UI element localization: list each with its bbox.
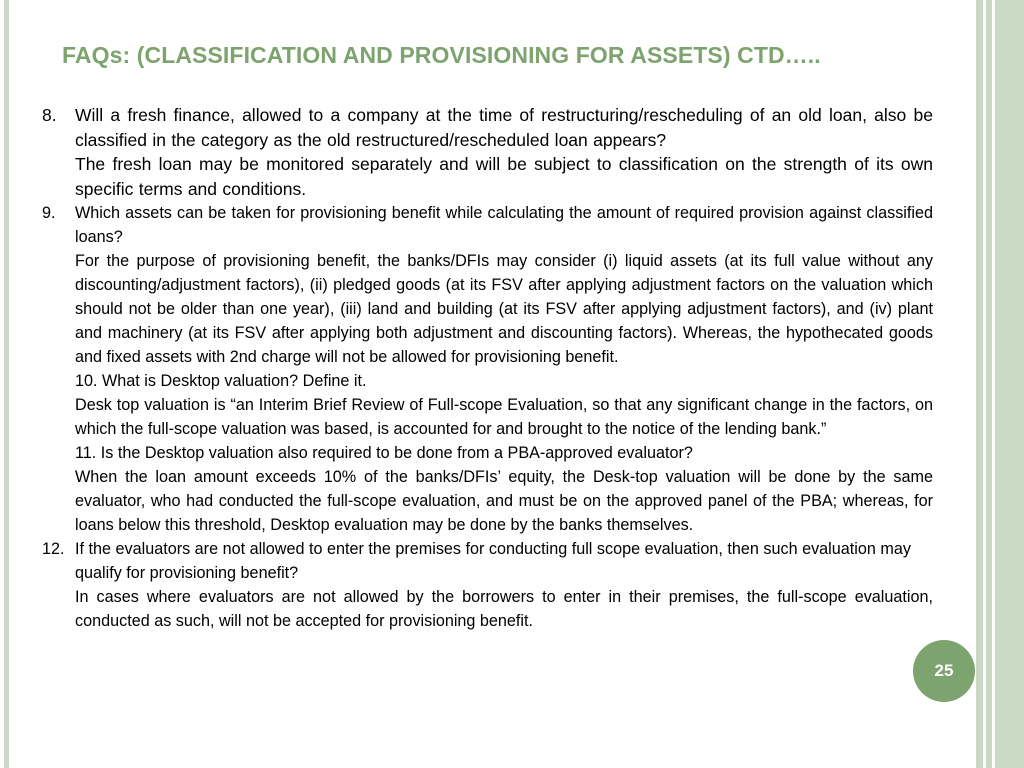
- faq-question: Will a fresh finance, allowed to a company at the time of restructuring/rescheduling of an old loan, also be classified in the category as the old restructured/rescheduled loan appears?: [75, 105, 933, 150]
- right-border-rule: [976, 0, 983, 768]
- faq-item-8: [42, 103, 933, 201]
- faq-number: 12.: [42, 540, 65, 558]
- right-border-rule: [986, 0, 992, 768]
- faq-item-12: [42, 537, 933, 633]
- faq-question: 10. What is Desktop valuation? Define it.: [75, 372, 367, 390]
- faq-item-10: [42, 369, 933, 441]
- faq-item-11: [42, 441, 933, 537]
- faq-answer: Desk top valuation is “an Interim Brief Review of Full-scope Evaluation, so that any significant change in the factors, on which the full-scope valuation was based, is accounted for and brought to the notice of the lending bank.”: [75, 396, 933, 438]
- left-border-rule: [4, 0, 9, 768]
- faq-answer: In cases where evaluators are not allowed by the borrowers to enter in their premises, the full-scope evaluation, conducted as such, will not be accepted for provisioning benefit.: [75, 588, 933, 630]
- slide-title: FAQs: (CLASSIFICATION AND PROVISIONING FOR ASSETS) CTD…..: [62, 42, 821, 68]
- faq-number: 8.: [42, 105, 57, 125]
- faq-item-9: [42, 201, 933, 369]
- page-number-badge: 25: [913, 640, 975, 702]
- faq-number: 9.: [42, 204, 56, 222]
- faq-question: 11. Is the Desktop valuation also required to be done from a PBA-approved evaluator?: [75, 444, 693, 462]
- faq-question: If the evaluators are not allowed to enter the premises for conducting full scope evaluation, then such evaluation may qualify for provisioning benefit?: [75, 540, 911, 582]
- right-border-rule: [995, 0, 1024, 768]
- faq-question: Which assets can be taken for provisioning benefit while calculating the amount of required provision against classified loans?: [75, 204, 933, 246]
- faq-answer: The fresh loan may be monitored separately and will be subject to classification on the strength of its own specific terms and conditions.: [75, 154, 933, 199]
- faq-answer: For the purpose of provisioning benefit, the banks/DFIs may consider (i) liquid assets (at its full value without any discounting/adjustment factors), (ii) pledged goods (at its FSV after applying adjustment factors on the valuation which should not be older than one year), (iii) land and building (at its FSV after applying adjustment factors), and (iv) plant and machinery (at its FSV after applying both adjustment and discounting factors). Whereas, the hypothecated goods and fixed assets with 2nd charge will not be allowed for provisioning benefit.: [75, 252, 933, 366]
- faq-answer: When the loan amount exceeds 10% of the banks/DFIs’ equity, the Desk-top valuation will be done by the same evaluator, who had conducted the full-scope evaluation, and must be on the approved panel of the PBA; whereas, for loans below this threshold, Desktop evaluation may be done by the banks themselves.: [75, 468, 933, 534]
- faq-content: [42, 103, 933, 633]
